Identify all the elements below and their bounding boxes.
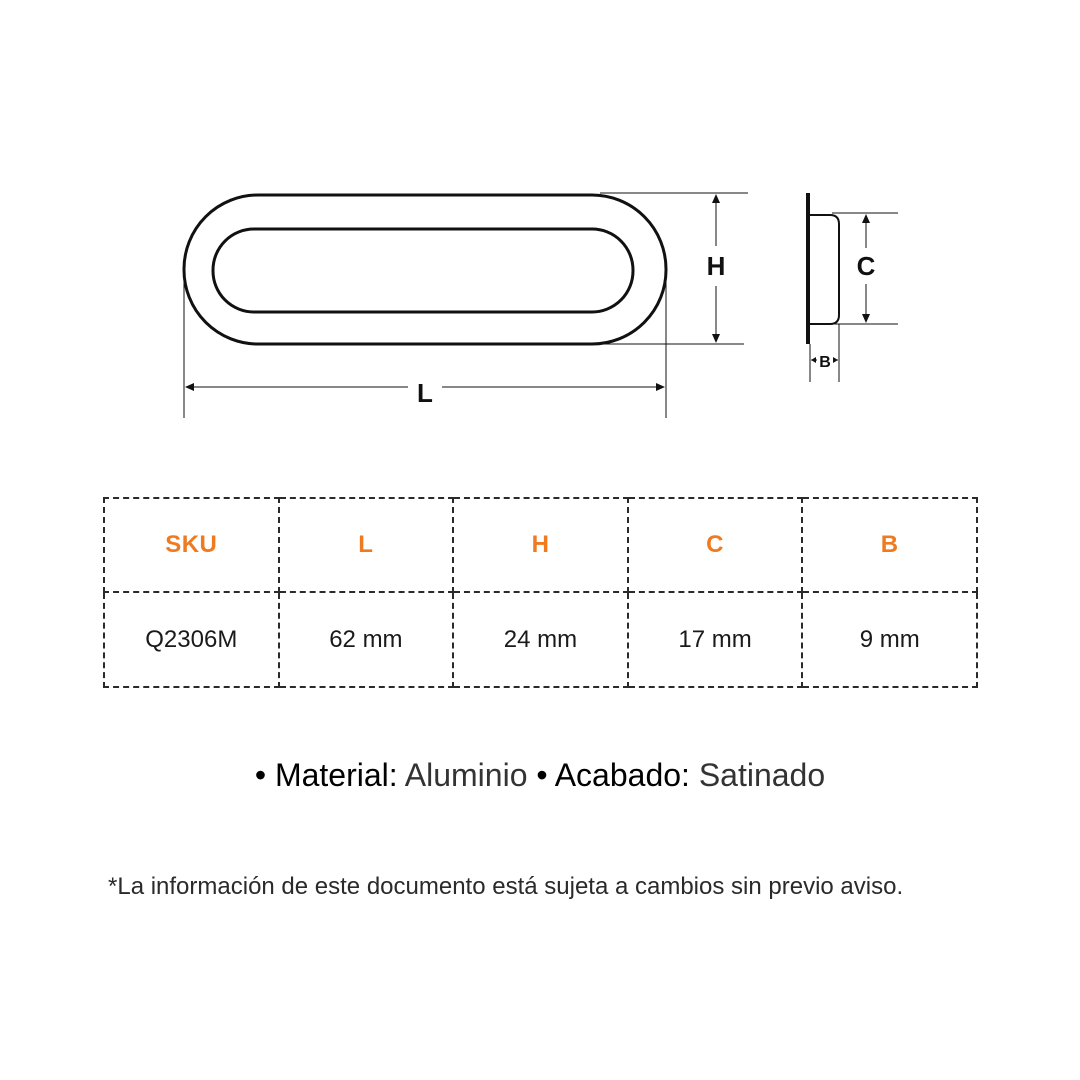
cell-l: 62 mm	[279, 592, 454, 687]
cell-b: 9 mm	[802, 592, 977, 687]
l-arrow-right	[656, 383, 665, 391]
handle-outer-outline	[184, 195, 666, 344]
technical-drawing	[0, 0, 1080, 460]
c-dimension-label: C	[856, 251, 876, 281]
bullet-material: •	[254, 757, 267, 793]
material-finish-line	[0, 757, 1080, 794]
cell-sku: Q2306M	[104, 592, 279, 687]
b-dimension-label: B	[819, 354, 831, 371]
h-arrow-bottom	[712, 334, 720, 343]
header-c: C	[628, 498, 803, 592]
handle-inner-outline	[213, 229, 633, 312]
disclaimer-text: *La información de este documento está sujeta a cambios sin previo aviso.	[108, 873, 904, 900]
table-row	[104, 592, 977, 687]
bullet-finish: •	[536, 757, 548, 793]
b-arrow-right	[833, 357, 838, 363]
table-header-row	[104, 498, 977, 592]
h-arrow-top	[712, 194, 720, 203]
l-arrow-left	[185, 383, 194, 391]
header-h: H	[453, 498, 628, 592]
c-arrow-bottom	[862, 314, 870, 323]
h-dimension-label: H	[706, 251, 726, 281]
c-arrow-top	[862, 214, 870, 223]
material-value: Aluminio	[404, 757, 528, 793]
finish-value: Satinado	[698, 757, 826, 793]
header-l: L	[279, 498, 454, 592]
side-view-flange	[806, 193, 810, 344]
spec-table	[103, 497, 978, 688]
cell-h: 24 mm	[453, 592, 628, 687]
l-dimension-label: L	[417, 378, 433, 408]
side-view-body	[810, 215, 839, 324]
cell-c: 17 mm	[628, 592, 803, 687]
header-b: B	[802, 498, 977, 592]
b-arrow-left	[811, 357, 816, 363]
header-sku: SKU	[104, 498, 279, 592]
material-label: Material:	[274, 757, 398, 793]
finish-label: Acabado:	[554, 757, 690, 793]
